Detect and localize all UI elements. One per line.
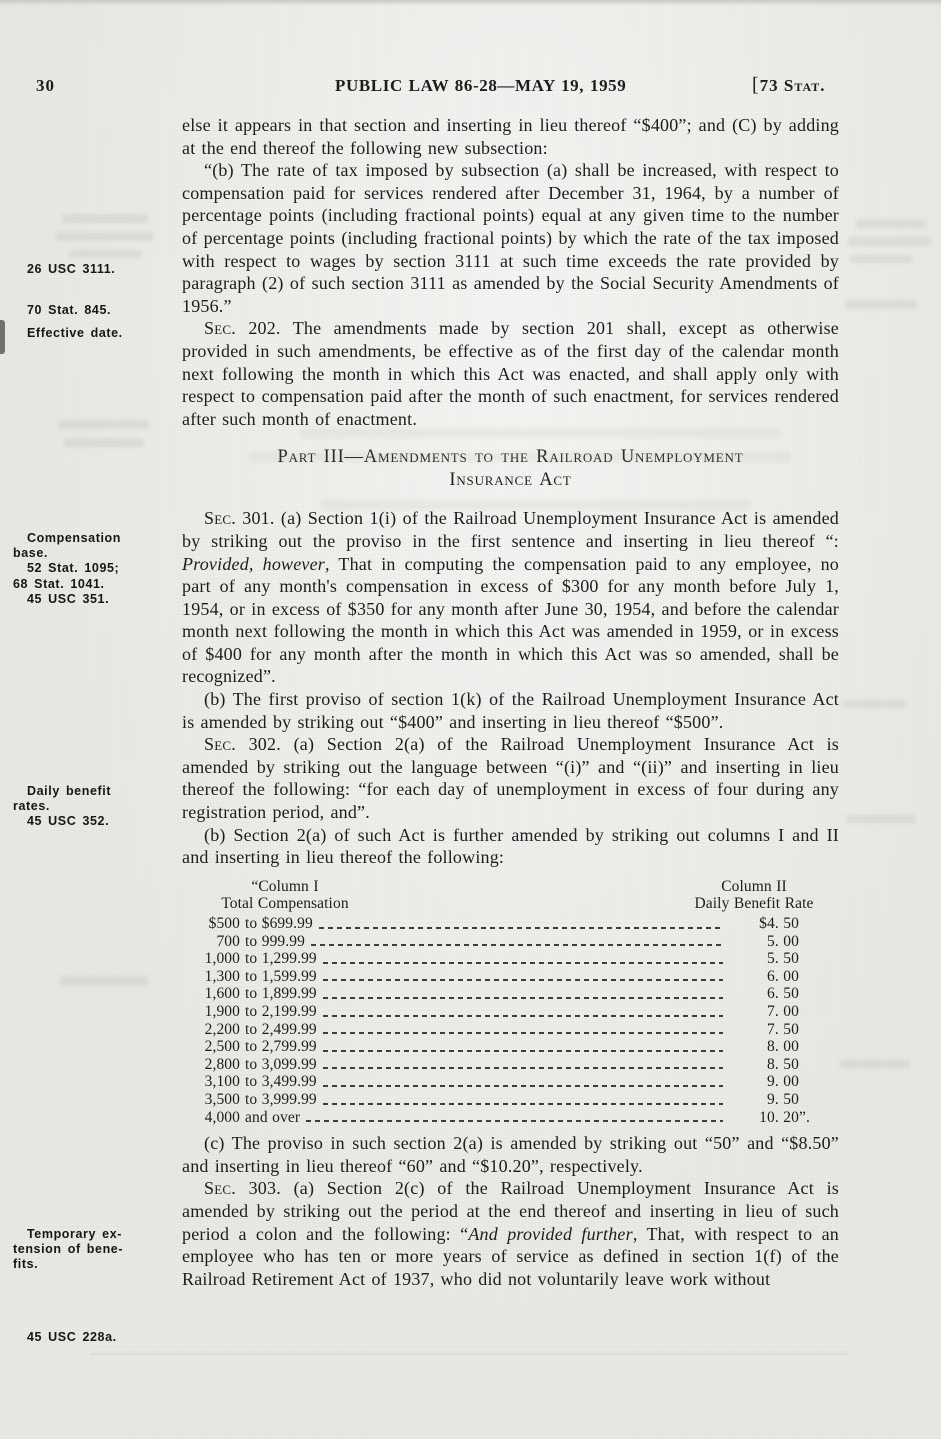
- scan-edge-mark: [0, 320, 5, 354]
- dotted-leader: [323, 1085, 723, 1087]
- text-run: Sec.: [204, 1178, 236, 1199]
- text-run: 1,300: [204, 967, 240, 985]
- bleed-through-artifact: [56, 232, 154, 241]
- margin-note: [13, 303, 168, 318]
- text-run: (b) Section 2(a) of such Act is further amended by striking out columns I and II and inserting in lieu thereof the following:: [182, 824, 839, 868]
- text-run: $500: [208, 915, 240, 932]
- margin-note-line: 45 USC 352.: [27, 814, 110, 829]
- text-run: 7. 50: [767, 1020, 799, 1038]
- table-header-line: Total Compensation: [221, 895, 349, 913]
- table-row: [170, 950, 839, 968]
- margin-note: [13, 531, 168, 607]
- text-run: 6. 00: [767, 967, 799, 985]
- paragraph-301-b: [182, 688, 839, 733]
- bleed-through-artifact: [848, 237, 930, 246]
- text-run: 3,500: [204, 1090, 240, 1108]
- margin-note-line: Compensation: [27, 531, 122, 545]
- bleed-through-artifact: [850, 255, 912, 263]
- margin-note-line: Effective date.: [27, 326, 123, 340]
- bleed-through-artifact: [320, 500, 750, 510]
- page-title: PUBLIC LAW 86-28—MAY 19, 1959: [335, 76, 627, 95]
- table-row: [170, 933, 839, 951]
- text-run: (c) The proviso in such section 2(a) is amended by striking out “50” and “$8.50” and inserting in lieu thereof “60” and “$10.20”, respectively.: [182, 1133, 839, 1176]
- table-header: [170, 878, 839, 913]
- dotted-leader: [323, 1050, 723, 1052]
- margin-note: [13, 784, 168, 830]
- margin-note-line: Temporary ex-: [27, 1227, 123, 1241]
- text-run: 301. (a) Section 1(i) of the Railroad Unemployment Insurance Act is amended by striking out the proviso in the first sentence and inserting in lieu thereof “:: [182, 508, 839, 551]
- text-run: “(b) The rate of tax imposed by subsection (a) shall be increased, with respect to compensation paid for services rendered after December 31, 1964, by a number of percentage points (including fractional points) equal at any given time to the number of percentage points (including fractional points) by which the rate of the tax imposed with respect to wages by section 3111 at such time exceeds the rate provided by paragraph (2) of such section 3111 as amended by the Social Security Amendments of 1956.”: [182, 160, 839, 316]
- dotted-leader: [319, 927, 723, 929]
- text-run: to 2,499.99: [245, 1020, 317, 1038]
- text-run: 3,100: [204, 1073, 240, 1091]
- bleed-through-artifact: [840, 1060, 910, 1068]
- bleed-through-artifact: [846, 815, 916, 823]
- margin-note-line: 70 Stat. 845.: [27, 303, 112, 317]
- bleed-through-artifact: [62, 214, 148, 223]
- table-row: [170, 985, 839, 1003]
- heading-line: Part III—Amendments to the Railroad Unemployment: [277, 447, 744, 468]
- bracket-glyph: [: [752, 74, 760, 96]
- text-run: 7. 00: [767, 1002, 799, 1020]
- bleed-through-artifact: [300, 428, 780, 438]
- dotted-leader: [323, 962, 723, 964]
- paragraph-sec-301: [182, 507, 839, 688]
- dotted-leader: [323, 1015, 723, 1017]
- dotted-leader: [306, 1120, 723, 1122]
- text-run: 9. 00: [767, 1073, 799, 1091]
- margin-note-line: Daily benefit: [27, 784, 112, 798]
- bleed-through-artifact: [842, 700, 906, 708]
- margin-note: [13, 326, 168, 341]
- paragraph-continuation: [182, 114, 839, 159]
- text-run: Sec.: [204, 734, 236, 755]
- table-row: [170, 1003, 839, 1021]
- text-run: Sec.: [204, 508, 236, 529]
- table-row: [170, 915, 839, 933]
- text-run: to $699.99: [245, 915, 313, 932]
- margin-note-line: 26 USC 3111.: [27, 262, 116, 276]
- page-number: 30: [36, 76, 55, 95]
- text-run: to 2,799.99: [245, 1038, 317, 1056]
- table-row: [170, 1109, 839, 1127]
- text-run: else it appears in that section and inserting in lieu thereof “$400”; and (C) by adding at the end thereof the following new subsection:: [182, 115, 839, 158]
- paragraph-sec-302: [182, 733, 839, 823]
- text-run: 9. 50: [767, 1090, 799, 1108]
- dotted-leader: [323, 979, 723, 981]
- bleed-through-artifact: [64, 438, 144, 447]
- table-row: [170, 1056, 839, 1074]
- text-run: 8. 50: [767, 1055, 799, 1073]
- text-run: 1,600: [204, 985, 240, 1003]
- text-run: And provided further: [468, 1223, 633, 1244]
- table-header-line: “Column I: [251, 877, 319, 895]
- bleed-through-artifact: [60, 976, 148, 986]
- text-run: to 1,899.99: [245, 985, 317, 1003]
- bleed-through-artifact: [856, 219, 926, 228]
- text-run: (b) The first proviso of section 1(k) of the Railroad Unemployment Insurance Act is amended by striking out “$400” and inserting in lieu thereof “$500”.: [182, 689, 839, 732]
- margin-note: [13, 1227, 168, 1273]
- text-run: 5. 00: [767, 932, 799, 950]
- text-run: 5. 50: [767, 950, 799, 968]
- text-run: , That in computing the compensation paid to any employee, no part of any month's compensation in excess of $300 for any month before July 1, 1954, or in excess of $350 for any month after June 30, 1954, and before the calendar month next following the month in which this Act was amended in 1959, or in excess of $400 for any month after the month in which this Act was so amended, shall be recognized”.: [182, 553, 839, 687]
- text-run: to 3,499.99: [245, 1073, 317, 1091]
- margin-note-line: 68 Stat. 1041.: [13, 576, 105, 591]
- heading-line: Insurance Act: [449, 470, 572, 491]
- paragraph-subsection-b: [182, 159, 839, 317]
- bleed-through-artifact: [90, 1352, 850, 1355]
- margin-note-line: base.: [13, 546, 48, 561]
- text-run: 4,000: [204, 1108, 240, 1126]
- text-run: 700: [216, 932, 240, 950]
- body-column: [182, 114, 839, 1290]
- margin-note-line: rates.: [13, 799, 50, 814]
- dotted-leader: [323, 1067, 723, 1069]
- statute-volume: [752, 74, 826, 97]
- dotted-leader: [311, 944, 723, 946]
- dotted-leader: [323, 1032, 723, 1034]
- text-run: to 999.99: [245, 932, 305, 950]
- bleed-through-artifact: [58, 420, 150, 429]
- text-run: $4. 50: [759, 915, 799, 932]
- margin-note-line: 45 USC 351.: [27, 591, 110, 606]
- text-run: 303. (a) Section 2(c) of the Railroad Unemployment Insurance Act is amended by striking out the period at the end thereof and inserting in lieu of such period a colon and the following: “: [182, 1178, 839, 1244]
- table-row: [170, 1021, 839, 1039]
- table-row: [170, 1091, 839, 1109]
- paragraph-302-c: [182, 1132, 839, 1177]
- text-run: 302. (a) Section 2(a) of the Railroad Unemployment Insurance Act is amended by striking out the language between “(i)” and “(ii)” and inserting in lieu thereof the following: “for each day of unemployment in excess of four during any registration period, and”.: [182, 734, 839, 823]
- text-run: to 1,299.99: [245, 950, 317, 968]
- text-run: to 2,199.99: [245, 1002, 317, 1020]
- text-run: 1,000: [204, 950, 240, 968]
- table-row: [170, 968, 839, 986]
- paragraph-sec-202: [182, 317, 839, 430]
- text-run: ”.: [799, 1108, 810, 1126]
- bleed-through-artifact: [845, 300, 917, 309]
- table-header-line: Daily Benefit Rate: [694, 895, 814, 913]
- column-1-header: [170, 878, 400, 913]
- text-run: and over: [245, 1108, 301, 1126]
- bleed-through-artifact: [250, 452, 790, 462]
- statute-volume-number: 73: [759, 76, 784, 95]
- margin-note: [13, 1330, 168, 1345]
- text-run: Provided, however: [182, 553, 326, 574]
- paragraph-302-b: [182, 824, 839, 869]
- text-run: 202. The amendments made by section 201 shall, except as otherwise provided in such amendments, be effective as of the first day of the calendar month next following the month in which this Act was enacted, and shall apply only with respect to compensation paid after the month of such enactment, for services rendered after such month of enactment.: [182, 318, 839, 429]
- text-run: 10. 20: [759, 1108, 799, 1126]
- margin-note-line: fits.: [13, 1257, 39, 1272]
- page-header: [0, 74, 941, 100]
- text-run: to 3,099.99: [245, 1055, 317, 1073]
- column-2-header: [669, 878, 839, 913]
- text-run: to 3,999.99: [245, 1090, 317, 1108]
- text-run: 1,900: [204, 1002, 240, 1020]
- text-run: , That, with respect to an employee who has ten or more years of service as defined in section 1(f) of the Railroad Retirement Act of 1937, who did not voluntarily leave work without: [182, 1223, 839, 1289]
- margin-note-line: 45 USC 228a.: [27, 1330, 117, 1344]
- text-run: 2,800: [204, 1055, 240, 1073]
- margin-note: [13, 262, 168, 277]
- table-row: [170, 1038, 839, 1056]
- margin-note-line: tension of bene-: [13, 1242, 124, 1257]
- bleed-through-artifact: [70, 250, 142, 258]
- table-header-line: Column II: [721, 877, 787, 895]
- text-run: 6. 50: [767, 985, 799, 1003]
- statute-volume-word: Stat.: [783, 76, 826, 95]
- table-row: [170, 1073, 839, 1091]
- dotted-leader: [323, 997, 723, 999]
- text-run: 8. 00: [767, 1038, 799, 1056]
- dotted-leader: [323, 1103, 723, 1105]
- benefit-rate-table: [170, 878, 839, 1126]
- text-run: 2,500: [204, 1038, 240, 1056]
- text-run: Sec.: [204, 318, 236, 339]
- text-run: to 1,599.99: [245, 967, 317, 985]
- paragraph-sec-303: [182, 1177, 839, 1290]
- text-run: 2,200: [204, 1020, 240, 1038]
- margin-note-line: 52 Stat. 1095;: [27, 561, 120, 576]
